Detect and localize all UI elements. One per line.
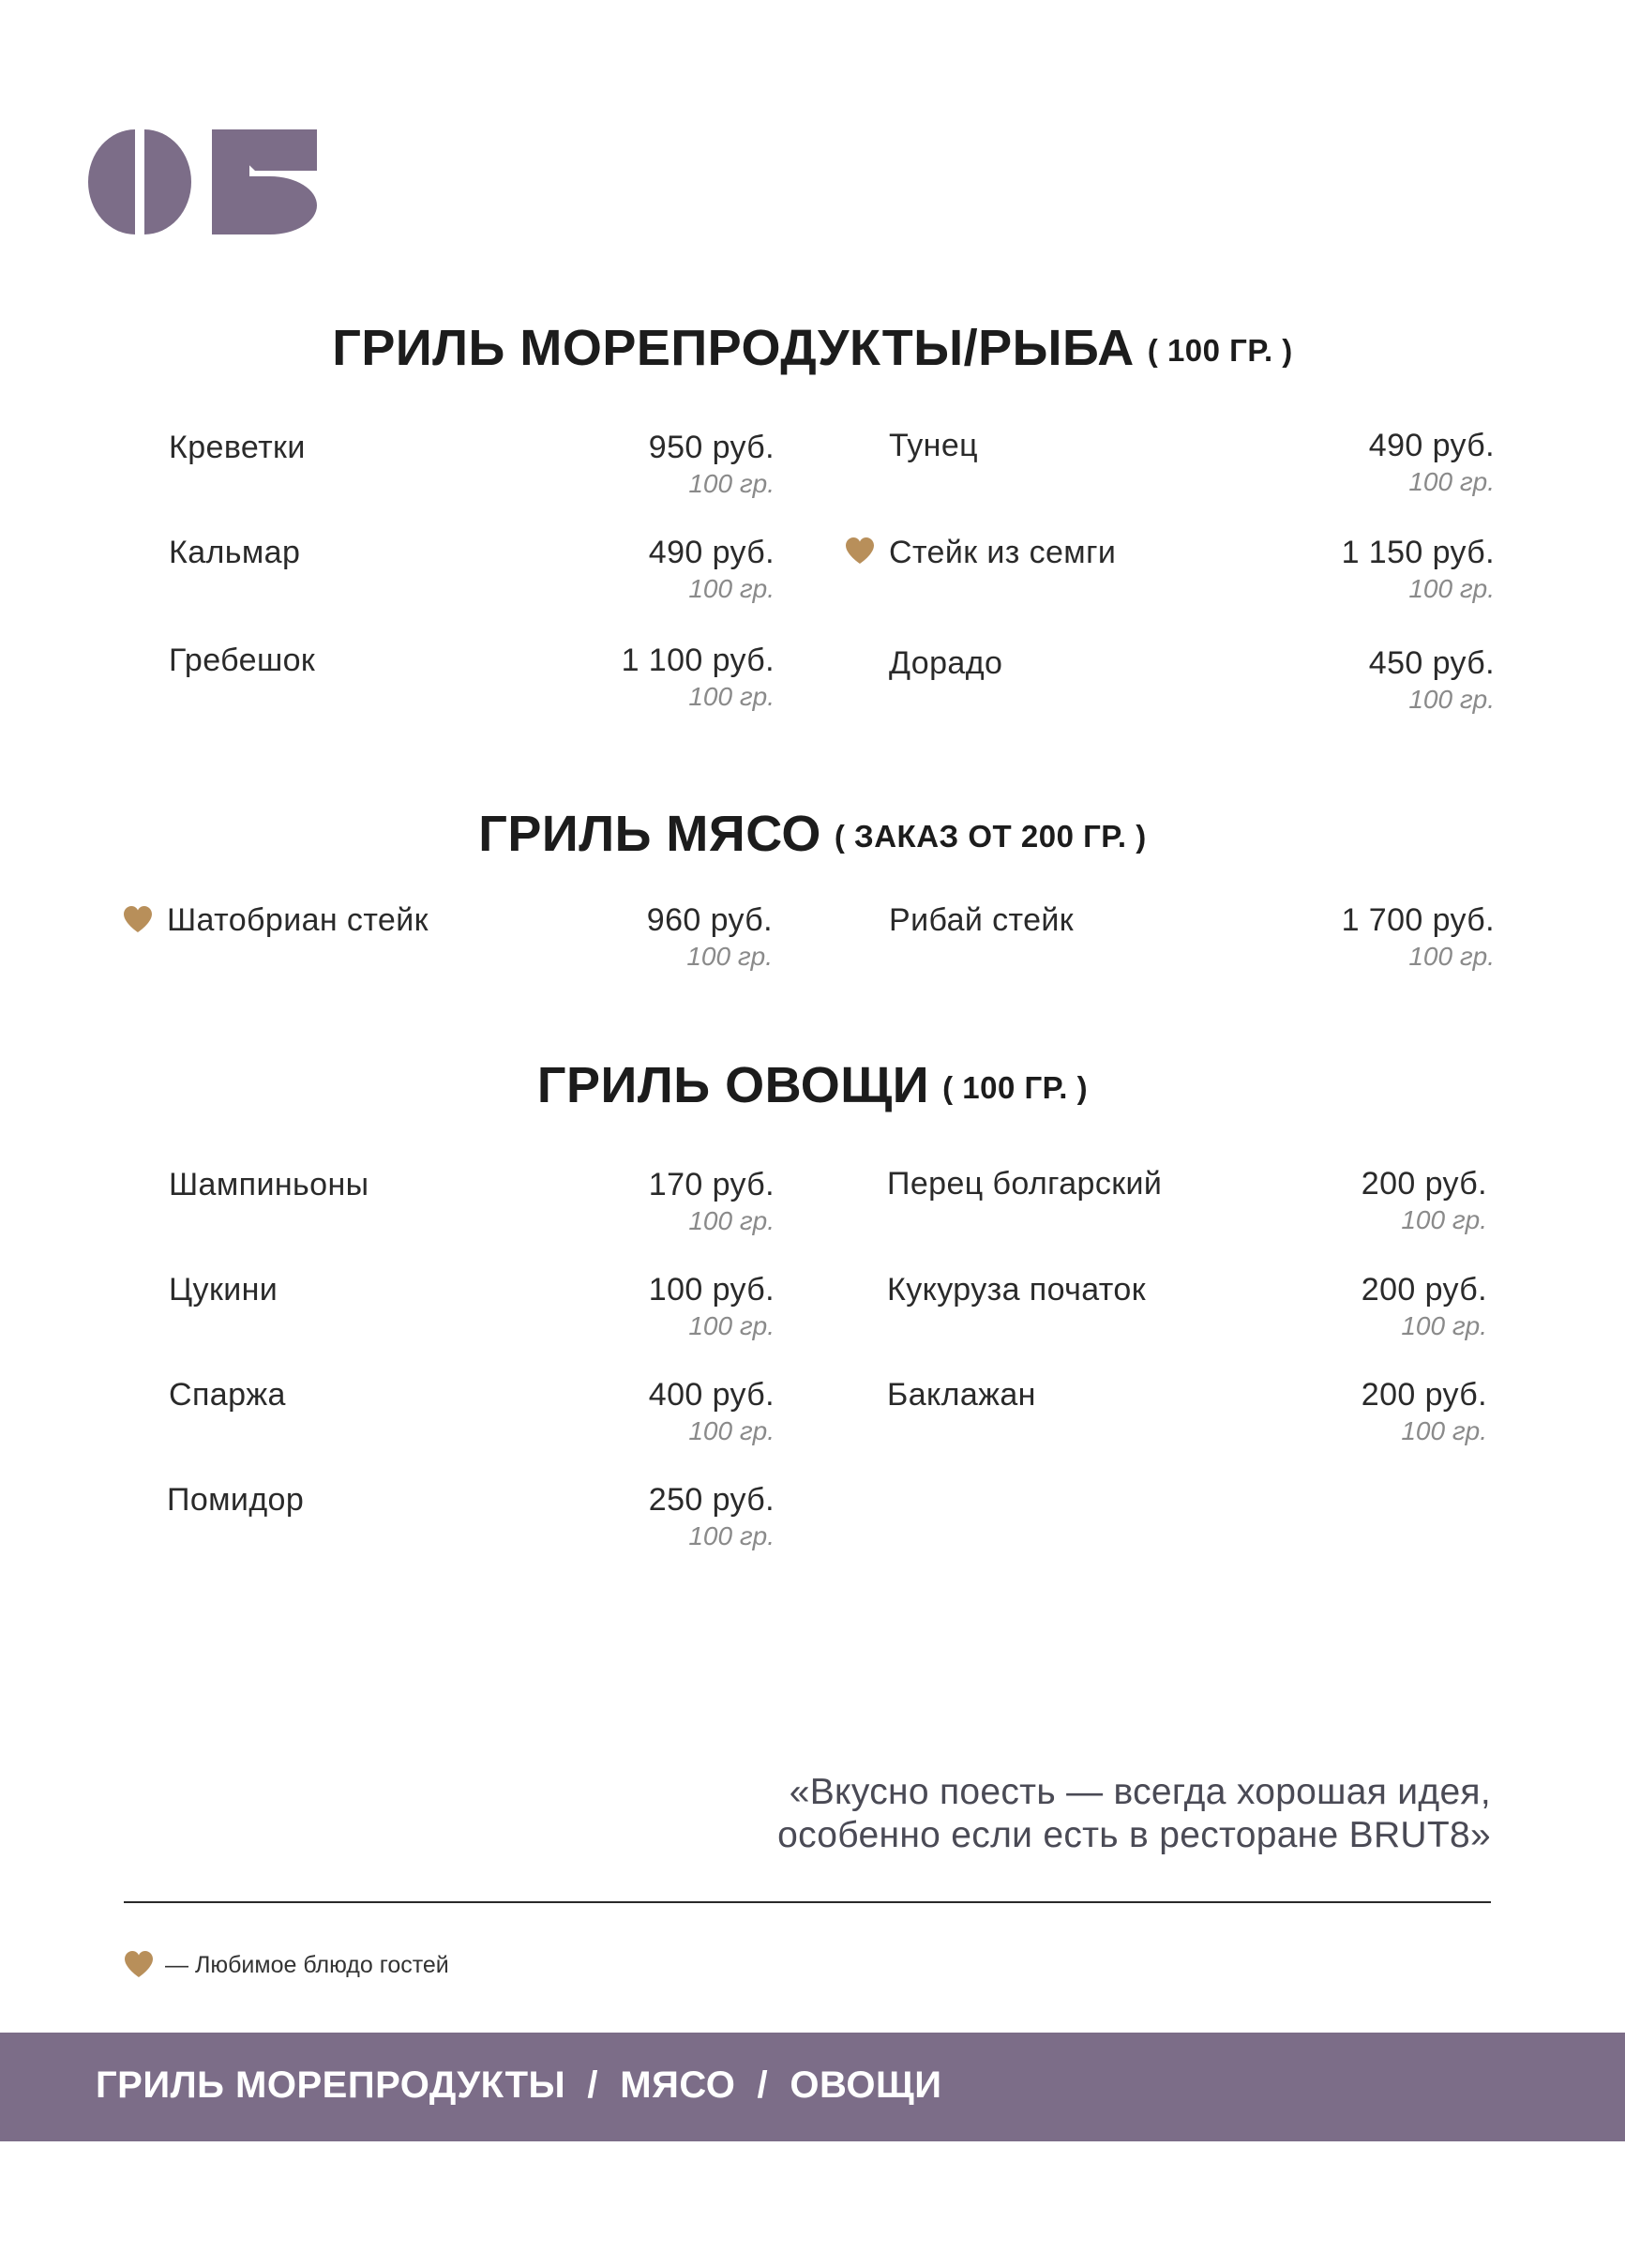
section-unit: ( ЗАКАЗ ОТ 200 ГР. ) [834, 819, 1147, 854]
item-weight: 100 гр. [1408, 685, 1495, 714]
item-price: 100 руб. [648, 1272, 775, 1308]
item-price: 1 150 руб. [1341, 535, 1495, 570]
item-name: Креветки [169, 430, 306, 465]
heart-icon [124, 1950, 154, 1978]
item-price: 1 700 руб. [1341, 902, 1495, 938]
item-weight: 100 гр. [688, 574, 775, 603]
section-title-text: ГРИЛЬ ОВОЩИ [536, 1057, 930, 1113]
item-name: Кукуруза початок [887, 1272, 1146, 1308]
favorite-heart-icon [845, 537, 875, 565]
item-price: 200 руб. [1361, 1166, 1487, 1202]
item-name: Стейк из семги [889, 535, 1117, 570]
item-weight: 100 гр. [688, 469, 775, 498]
item-price: 490 руб. [1368, 428, 1495, 463]
item-weight: 100 гр. [1401, 1205, 1487, 1234]
item-name: Кальмар [169, 535, 301, 570]
item-weight: 100 гр. [688, 1521, 775, 1550]
item-name: Спаржа [169, 1377, 286, 1413]
item-weight: 100 гр. [1401, 1416, 1487, 1445]
item-name: Тунец [889, 428, 979, 463]
favorite-heart-icon [123, 905, 153, 933]
footer-bar [0, 2033, 1625, 2141]
menu-item [889, 645, 1495, 720]
quote-line: особенно если есть в ресторане BRUT8» [777, 1815, 1491, 1855]
item-name: Баклажан [887, 1377, 1036, 1413]
item-name: Гребешок [169, 643, 316, 678]
item-price: 490 руб. [648, 535, 775, 570]
item-weight: 100 гр. [688, 682, 775, 711]
item-weight: 100 гр. [686, 942, 773, 971]
menu-item [887, 1377, 1487, 1452]
section-unit: ( 100 ГР. ) [942, 1070, 1089, 1105]
item-price: 950 руб. [648, 430, 775, 465]
restaurant-quote [777, 1771, 1491, 1857]
item-weight: 100 гр. [1401, 1311, 1487, 1340]
section-title-seafood [0, 319, 1625, 377]
item-name: Рибай стейк [889, 902, 1075, 938]
page-number-05 [88, 129, 323, 234]
section-title-text: ГРИЛЬ МОРЕПРОДУКТЫ/РЫБА [332, 320, 1135, 376]
item-price: 200 руб. [1361, 1377, 1487, 1413]
menu-item [169, 1272, 775, 1347]
item-name: Перец болгарский [887, 1166, 1163, 1202]
item-price: 250 руб. [648, 1482, 775, 1518]
item-name: Шампиньоны [169, 1167, 369, 1202]
menu-item [169, 1377, 775, 1452]
item-name: Дорадо [889, 645, 1003, 681]
menu-item [889, 902, 1495, 977]
item-price: 170 руб. [648, 1167, 775, 1202]
item-weight: 100 гр. [688, 1311, 775, 1340]
menu-item [889, 535, 1495, 610]
item-weight: 100 гр. [1408, 942, 1495, 971]
menu-item [169, 643, 775, 718]
item-name: Помидор [167, 1482, 305, 1518]
item-weight: 100 гр. [688, 1416, 775, 1445]
menu-item [167, 1482, 775, 1557]
item-price: 200 руб. [1361, 1272, 1487, 1308]
item-weight: 100 гр. [688, 1206, 775, 1235]
menu-item [887, 1272, 1487, 1347]
section-unit: ( 100 ГР. ) [1147, 333, 1293, 368]
page-number-graphic [88, 129, 323, 234]
menu-item [169, 1167, 775, 1242]
item-price: 1 100 руб. [621, 643, 775, 678]
menu-item [169, 535, 775, 610]
menu-item [169, 430, 775, 505]
quote-line: «Вкусно поесть — всегда хорошая идея, [789, 1772, 1491, 1812]
item-name: Цукини [169, 1272, 278, 1308]
footer-text: ГРИЛЬ МОРЕПРОДУКТЫ / МЯСО / ОВОЩИ [96, 2064, 942, 2106]
item-weight: 100 гр. [1408, 467, 1495, 496]
item-name: Шатобриан стейк [167, 902, 429, 938]
section-title-text: ГРИЛЬ МЯСО [478, 806, 821, 862]
item-price: 400 руб. [648, 1377, 775, 1413]
item-weight: 100 гр. [1408, 574, 1495, 603]
menu-item [889, 428, 1495, 503]
menu-item [167, 902, 773, 977]
divider [124, 1901, 1491, 1903]
item-price: 450 руб. [1368, 645, 1495, 681]
item-price: 960 руб. [646, 902, 773, 938]
legend-text: — Любимое блюдо гостей [165, 1952, 449, 1978]
section-title-vegetables [0, 1056, 1625, 1114]
menu-item [887, 1166, 1487, 1241]
section-title-meat [0, 805, 1625, 863]
